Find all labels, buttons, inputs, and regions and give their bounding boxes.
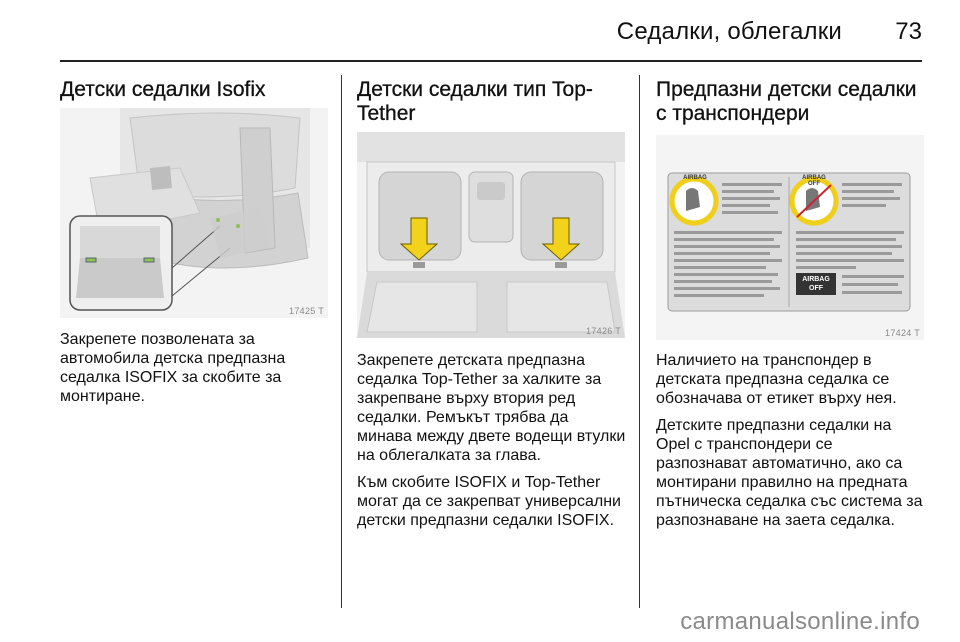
airbag-off-button-label: AIRBAG OFF (802, 276, 830, 292)
paragraph: Закрепете детската предпазна седалка Top-Tether за халките за закрепване върху втория ред седалки. Ремъкът трябва да минава между двете водещи втулки на облегалката за глава. (357, 352, 626, 464)
paragraph: Към скобите ISOFIX и Top-Tether могат да се закрепват универсални детски предпазни седалки ISOFIX. (357, 474, 621, 529)
top-tether-illustration (357, 132, 625, 338)
figure-code: 17426 T (586, 326, 621, 336)
header-rule (60, 60, 922, 62)
airbag-badge-label: AIRBAG (683, 175, 707, 181)
isofix-seat-illustration (60, 108, 328, 318)
column-heading: Предпазни детски седалки с транспондери (656, 78, 917, 125)
paragraph: Закрепете позволената за автомобила детска предпазна седалка ISOFIX за скобите за монтиране. (60, 331, 286, 405)
figure-isofix (60, 108, 328, 318)
paragraph: Детските предпазни седалки на Opel с транспондери се разпознават автоматично, ако са монтирани правилно на предната пътническа седалка със система за разпознаване на заета седалка. (656, 417, 923, 529)
figure-code: 17424 T (885, 328, 920, 338)
column-divider (341, 75, 342, 608)
column-isofix (60, 78, 330, 102)
column-heading: Детски седалки Isofix (60, 78, 266, 101)
watermark: carmanualsonline.info (680, 608, 920, 635)
section-title: Седалки, облегалки (616, 18, 842, 45)
column-transponder (656, 78, 926, 126)
column-divider (639, 75, 640, 608)
column-top-tether-text (357, 351, 627, 538)
column-top-tether (357, 78, 627, 126)
paragraph: Наличието на транспондер в детската предпазна седалка се обозначава от етикет върху нея. (656, 352, 897, 407)
column-isofix-text (60, 330, 330, 414)
figure-top-tether (357, 132, 625, 338)
column-transponder-text (656, 351, 926, 538)
figure-code: 17425 T (289, 306, 324, 316)
figure-transponder (656, 135, 924, 340)
page-number: 73 (895, 18, 922, 45)
airbag-off-badge-label: AIRBAG OFF (802, 175, 826, 187)
transponder-label-illustration (656, 135, 924, 340)
column-heading: Детски седалки тип Top-Tether (357, 78, 593, 125)
